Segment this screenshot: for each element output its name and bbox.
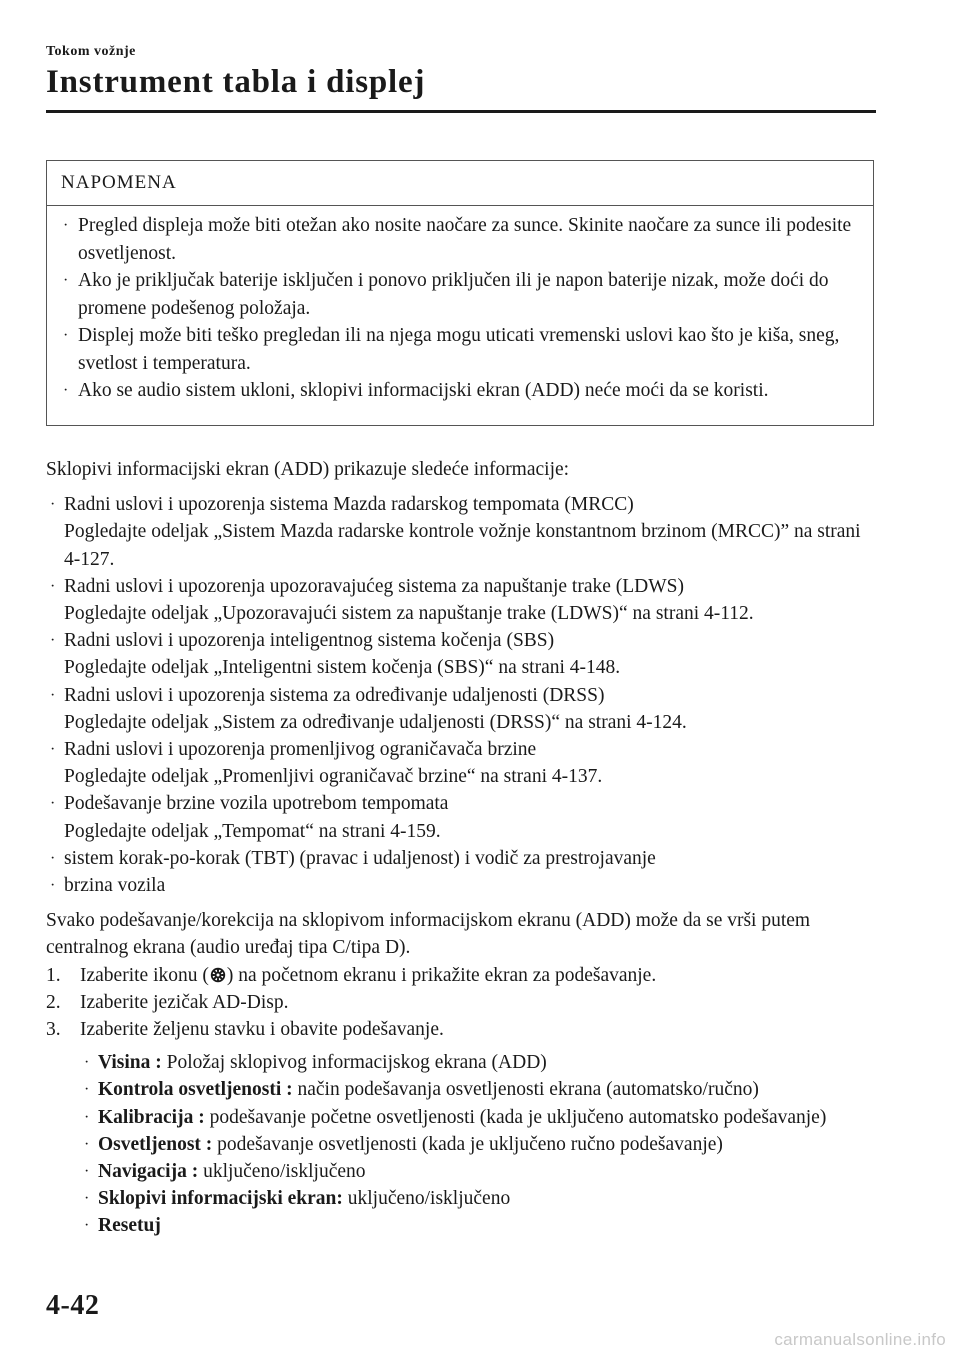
step-number: 3. bbox=[46, 1019, 61, 1041]
item-reference: Pogledajte odeljak „Upozoravajući sistem za napuštanje trake (LDWS)“ na strani 4-112. bbox=[64, 603, 754, 625]
note-box bbox=[46, 160, 874, 426]
option-label: Navigacija : bbox=[98, 1161, 199, 1183]
step-number: 2. bbox=[46, 991, 61, 1013]
bullet-icon: · bbox=[84, 1163, 90, 1181]
step-text: Izaberite jezičak AD-Disp. bbox=[80, 991, 289, 1013]
item-reference: Pogledajte odeljak „Sistem Mazda radarske kontrole vožnje konstantnom brzinom (MRCC)” na strani 4-127. bbox=[64, 521, 861, 570]
list-item bbox=[46, 491, 876, 573]
note-item bbox=[61, 322, 859, 377]
note-item bbox=[61, 212, 859, 267]
bullet-icon: · bbox=[50, 496, 56, 514]
list-item bbox=[46, 845, 876, 872]
step-item bbox=[46, 989, 876, 1016]
note-item bbox=[61, 267, 859, 322]
section-label: Tokom vožnje bbox=[46, 44, 136, 59]
bullet-icon: · bbox=[63, 217, 69, 234]
item-text: Radni uslovi i upozorenja upozoravajućeg sistema za napuštanje trake (LDWS) bbox=[64, 575, 685, 597]
bullet-icon: · bbox=[84, 1217, 90, 1235]
list-item bbox=[46, 790, 876, 844]
bullet-icon: · bbox=[84, 1081, 90, 1099]
item-text: Radni uslovi i upozorenja sistema Mazda radarskog tempomata (MRCC) bbox=[64, 494, 634, 516]
header-rule bbox=[46, 110, 876, 113]
item-text: Podešavanje brzine vozila upotrebom tempomata bbox=[64, 793, 449, 815]
note-item-text: Pregled displeja može biti otežan ako nosite naočare za sunce. Skinite naočare za sunce ili podesite osvetljenost. bbox=[78, 215, 852, 264]
note-title: NAPOMENA bbox=[47, 161, 873, 206]
options-list bbox=[80, 1049, 876, 1239]
step-item bbox=[46, 962, 876, 989]
item-text: sistem korak-po-korak (TBT) (pravac i udaljenost) i vodič za prestrojavanje bbox=[64, 847, 656, 869]
bullet-icon: · bbox=[50, 686, 56, 704]
list-item bbox=[46, 872, 876, 899]
item-text: Radni uslovi i upozorenja promenljivog ograničavača brzine bbox=[64, 739, 537, 761]
option-label: Kalibracija : bbox=[98, 1106, 205, 1128]
page-title: Instrument tabla i displej bbox=[46, 64, 426, 100]
settings-paragraph: Svako podešavanje/korekcija na sklopivom informacijskom ekranu (ADD) može da se vrši putem centralnog ekrana (audio uređaj tipa C/tipa D). bbox=[46, 910, 811, 959]
info-list bbox=[46, 491, 876, 899]
bullet-icon: · bbox=[50, 577, 56, 595]
note-item-text: Ako se audio sistem ukloni, sklopivi informacijski ekran (ADD) neće moći da se koristi. bbox=[78, 380, 769, 401]
option-description: Položaj sklopivog informacijskog ekrana (ADD) bbox=[161, 1052, 547, 1074]
bullet-icon: · bbox=[84, 1190, 90, 1208]
option-label: Kontrola osvetljenosti : bbox=[98, 1079, 293, 1101]
step-number: 1. bbox=[46, 964, 61, 986]
note-item-text: Displej može biti teško pregledan ili na njega mogu uticati vremenski uslovi kao što je kiša, sneg, svetlost i temperatura. bbox=[78, 325, 840, 374]
item-reference: Pogledajte odeljak „Sistem za određivanje udaljenosti (DRSS)“ na strani 4-124. bbox=[64, 711, 687, 733]
body-area bbox=[46, 456, 876, 1240]
page-number: 4-42 bbox=[46, 1290, 100, 1321]
option-description: uključeno/isključeno bbox=[342, 1188, 511, 1210]
option-description: način podešavanja osvetljenosti ekrana (automatsko/ručno) bbox=[292, 1079, 759, 1101]
option-label: Resetuj bbox=[98, 1215, 161, 1237]
option-item bbox=[80, 1104, 876, 1131]
list-item bbox=[46, 736, 876, 790]
gear-icon bbox=[210, 967, 226, 983]
item-reference: Pogledajte odeljak „Tempomat“ na strani 4-159. bbox=[64, 820, 441, 842]
steps-list bbox=[46, 962, 876, 1240]
bullet-icon: · bbox=[50, 795, 56, 813]
option-label: Osvetljenost : bbox=[98, 1133, 213, 1155]
bullet-icon: · bbox=[50, 877, 56, 895]
item-reference: Pogledajte odeljak „Promenljivi ograničavač brzine“ na strani 4-137. bbox=[64, 766, 603, 788]
intro-text: Sklopivi informacijski ekran (ADD) prikazuje sledeće informacije: bbox=[46, 459, 570, 480]
option-description: podešavanje početne osvetljenosti (kada je uključeno automatsko podešavanje) bbox=[204, 1106, 827, 1128]
note-item-text: Ako je priključak baterije isključen i ponovo priključen ili je napon baterije nizak, može doći do promene podešenog položaja. bbox=[78, 270, 829, 319]
option-item bbox=[80, 1185, 876, 1212]
bullet-icon: · bbox=[50, 849, 56, 867]
option-label: Visina : bbox=[98, 1052, 162, 1074]
option-item bbox=[80, 1212, 876, 1239]
option-item bbox=[80, 1076, 876, 1103]
bullet-icon: · bbox=[63, 327, 69, 344]
list-item bbox=[46, 573, 876, 627]
step-item bbox=[46, 1016, 876, 1240]
bullet-icon: · bbox=[63, 382, 69, 399]
step-text-continued: ) na početnom ekranu i prikažite ekran za podešavanje. bbox=[226, 964, 657, 986]
option-item bbox=[80, 1158, 876, 1185]
item-reference: Pogledajte odeljak „Inteligentni sistem kočenja (SBS)“ na strani 4-148. bbox=[64, 657, 621, 679]
item-text: brzina vozila bbox=[64, 875, 166, 897]
bullet-icon: · bbox=[63, 272, 69, 289]
step-text: Izaberite željenu stavku i obavite podešavanje. bbox=[80, 1019, 444, 1041]
option-description: podešavanje osvetljenosti (kada je uključeno ručno podešavanje) bbox=[212, 1133, 723, 1155]
option-description: uključeno/isključeno bbox=[198, 1161, 366, 1183]
note-list bbox=[47, 206, 873, 405]
bullet-icon: · bbox=[84, 1108, 90, 1126]
item-text: Radni uslovi i upozorenja sistema za određivanje udaljenosti (DRSS) bbox=[64, 684, 605, 706]
note-item bbox=[61, 377, 859, 405]
bullet-icon: · bbox=[84, 1054, 90, 1072]
item-text: Radni uslovi i upozorenja inteligentnog sistema kočenja (SBS) bbox=[64, 630, 555, 652]
option-item bbox=[80, 1049, 876, 1076]
bullet-icon: · bbox=[84, 1135, 90, 1153]
list-item bbox=[46, 627, 876, 681]
option-item bbox=[80, 1131, 876, 1158]
bullet-icon: · bbox=[50, 741, 56, 759]
option-label: Sklopivi informacijski ekran: bbox=[98, 1188, 343, 1210]
list-item bbox=[46, 682, 876, 736]
step-text: Izaberite ikonu ( bbox=[80, 964, 209, 986]
bullet-icon: · bbox=[50, 632, 56, 650]
watermark: carmanualsonline.info bbox=[774, 1330, 946, 1349]
